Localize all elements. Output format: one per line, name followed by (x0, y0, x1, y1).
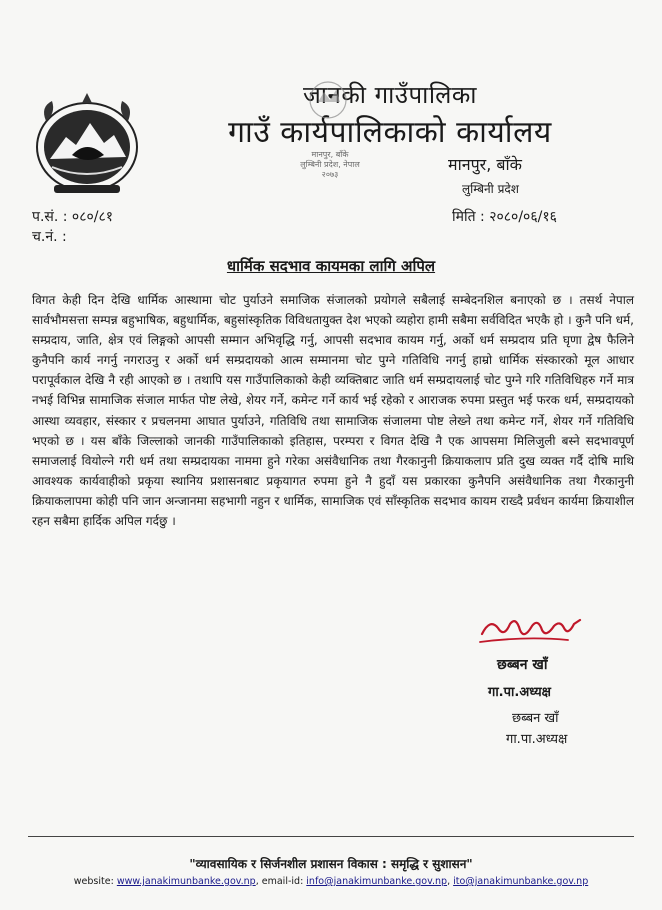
website-link[interactable]: www.janakimunbanke.gov.np (116, 876, 256, 887)
footer-divider (28, 836, 634, 837)
nepal-emblem-icon (32, 93, 142, 195)
signatory-name-typed: छब्बन खाँ (512, 711, 559, 726)
organization-name: जानकी गाउँपालिका (303, 81, 477, 109)
address-city: मानपुर, बाँके (448, 155, 522, 174)
website-label: website: (73, 876, 114, 887)
letter-date: मिति : २०८०/०६/१६ (452, 209, 557, 225)
email-label: email-id: (261, 876, 304, 887)
letter-body: विगत केही दिन देखि धार्मिक आस्थामा चोट पुर्याउने समाजिक संजालको प्रयोगले सबैलाई सम्बेदनशिल बनाएको छ । तसर्थ नेपाल सार्वभौमसत्ता सम्पन्न बहुभाषिक, बहुधार्मिक, बहुसांस्कृतिक विविधतायुक्त देश भएको व्यहोरा हामी सबैमा सर्वविदित भएकै हो । कुनै पनि धर्म, सम्प्रदाय, जाति, क्षेत्र एवं लिङ्गको आपसी सम्मान अभिवृद्धि गर्नु, आपसी सदभाव कायम गर्नु, अर्को धर्म सम्प्रदाय प्रति घृणा द्वेष फैलिने कुनैपनि कार्य नगर्नु नगराउनु र अर्को धर्म सम्प्रदायको आत्म सम्मानमा चोट पुग्ने गतिविधि नगर्नु हाम्रो धार्मिक संस्कारको मूल आधार परापूर्वकाल देखि नै रही आएको छ । तथापि यस गाउँपालिकाको केही व्यक्तिबाट जाति धर्म सम्प्रदायलाई चोट पुग्ने गरि गतिविधिहरु गर्ने मात्र नभई विभिन्न सामाजिक संजाल मार्फत पोष्ट लेखे, शेयर गर्ने, कमेन्ट गर्ने कार्य भई रहेको र आराजक रुपमा प्रस्तुत भई फरक धर्म, सम्प्रदायको आस्था व्यवहार, संस्कार र प्रचलनमा आघात पुर्याउने, गतिविधि तथा सामाजिक संजालमा पोष्ट लेख्ने तथा कमेन्ट गर्ने, शेयर गर्ने गतिविधि भएको छ । यस बाँके जिल्लाको जानकी गाउँपालिकाको इतिहास, परम्परा र विगत देखि नै एक आपसमा मिलिजुली बस्ने सदभावपूर्ण समाजलाई वियोल्ने गरी धर्म तथा सम्प्रदायका नाममा हुने गरेका असंवैधानिक तथा गैरकानुनी क्रियाकलाप प्रति दुख व्यक्त गर्दै दोषि माथि आवश्यक कार्यवाहीको प्रकृया स्थानिय प्रशासनबाट प्रकृयागत रुपमा हुने नै हुदाँ यस प्रकारका कुनैपनि असंवैधानिक तथा गैरकानुनी क्रियाकलापमा कोही पनि जान अन्जानमा सहभागी नहुन र धार्मिक, सामाजिक एवं साँस्कृतिक सदभाव कायम राख्दै प्रर्वधन कार्यमा क्रियाशील रहन सबैमा हार्दिक अपिल गर्दछु । (32, 293, 634, 529)
footer-motto: "व्यावसायिक र सिर्जनशील प्रशासन विकास : समृद्धि र सुशासन" (189, 857, 473, 871)
letter-subject: धार्मिक सदभाव कायमका लागि अपिल (226, 257, 436, 275)
office-name: गाउँ कार्यपालिकाको कार्यालय (228, 115, 552, 150)
signatory-title: गा.पा.अध्यक्ष (488, 685, 551, 700)
signatory-name: छब्बन खाँ (497, 657, 548, 673)
email-link-info[interactable]: info@janakimunbanke.gov.np (306, 876, 448, 887)
footer-contact: website: www.janakimunbanke.gov.np, email-id: info@janakimunbanke.gov.np, ito@janakimunbanke.gov.np (73, 876, 589, 887)
handwritten-signature-icon (476, 612, 586, 648)
office-stamp-text: मानपुर, बाँके लुम्बिनी प्रदेश, नेपाल २०७३ (300, 150, 360, 179)
dispatch-number: च.नं. : (32, 229, 67, 245)
signatory-title-typed: गा.पा.अध्यक्ष (506, 732, 568, 747)
address-province: लुम्बिनी प्रदेश (462, 182, 519, 196)
reference-number: प.सं. : ०८०/८१ (32, 209, 114, 225)
email-link-ito[interactable]: ito@janakimunbanke.gov.np (453, 876, 589, 887)
